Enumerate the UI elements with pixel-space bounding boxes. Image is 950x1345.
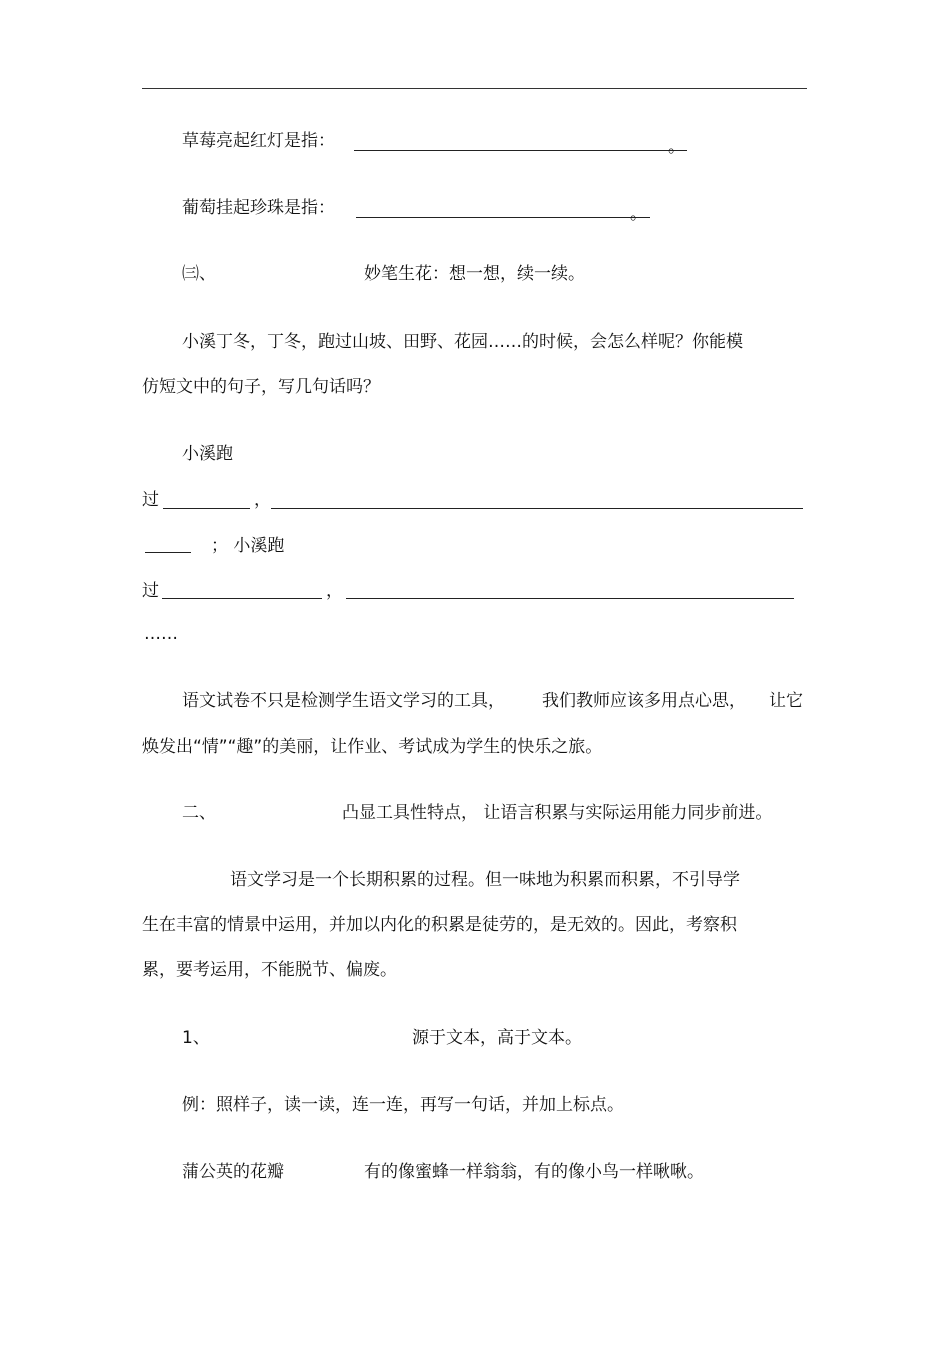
guo-label-1: 过 [142,490,159,510]
grape-period: 。 [630,204,647,224]
place-blank-2[interactable] [162,598,322,599]
section2-title: 凸显工具性特点， 让语言积累与实际运用能力同步前进。 [342,803,773,823]
header-rule [142,88,807,89]
sentence-blank-1[interactable] [271,508,803,509]
section3-number: ㈢、 [182,264,216,284]
place-blank-1[interactable] [163,508,250,509]
example-instruction: 例：照样子，读一读，连一连，再写一句话，并加上标点。 [182,1095,624,1115]
item1-title: 源于文本，高于文本。 [412,1028,582,1048]
section2-number: 二、 [182,803,216,823]
dandelion-label: 蒲公英的花瓣 [182,1162,284,1182]
ellipsis: …… [144,624,178,644]
paragraph1-part-b: 我们教师应该多用点心思， [542,691,746,711]
paragraph1-part-c: 让它 [769,691,803,711]
stream-question-line2: 仿短文中的句子，写几句话吗？ [142,377,380,397]
paragraph1-line2: 焕发出“情”“趣”的美丽，让作业、考试成为学生的快乐之旅。 [142,737,603,757]
comma-2: ， [326,581,343,601]
comma-1: ， [254,490,271,510]
section3-title: 妙笔生花：想一想，续一续。 [364,264,585,284]
paragraph2-line2: 生在丰富的情景中运用，并加以内化的积累是徒劳的，是无效的。因此，考察积 [142,915,737,935]
sentence-blank-1-continued[interactable] [145,552,191,553]
dandelion-description: 有的像蜜蜂一样翁翁，有的像小鸟一样啾啾。 [364,1162,704,1182]
item1-number: 1、 [182,1028,210,1048]
stream-run-label-1: 小溪跑 [182,444,233,464]
grape-label: 葡萄挂起珍珠是指： [182,198,335,218]
paragraph1-part-a: 语文试卷不只是检测学生语文学习的工具， [182,691,505,711]
paragraph2-line3: 累，要考运用，不能脱节、偏废。 [142,960,397,980]
sentence-blank-2[interactable] [346,598,794,599]
guo-label-2: 过 [142,581,159,601]
stream-run-label-2: ； 小溪跑 [211,536,285,556]
strawberry-period: 。 [668,137,685,157]
grape-answer-blank[interactable] [356,217,650,218]
stream-question-line1: 小溪丁冬，丁冬，跑过山坡、田野、花园……的时候，会怎么样呢？你能模 [182,332,743,352]
strawberry-label: 草莓亮起红灯是指： [182,131,335,151]
paragraph2-line1: 语文学习是一个长期积累的过程。但一味地为积累而积累，不引导学 [230,870,740,890]
strawberry-answer-blank[interactable] [354,150,687,151]
